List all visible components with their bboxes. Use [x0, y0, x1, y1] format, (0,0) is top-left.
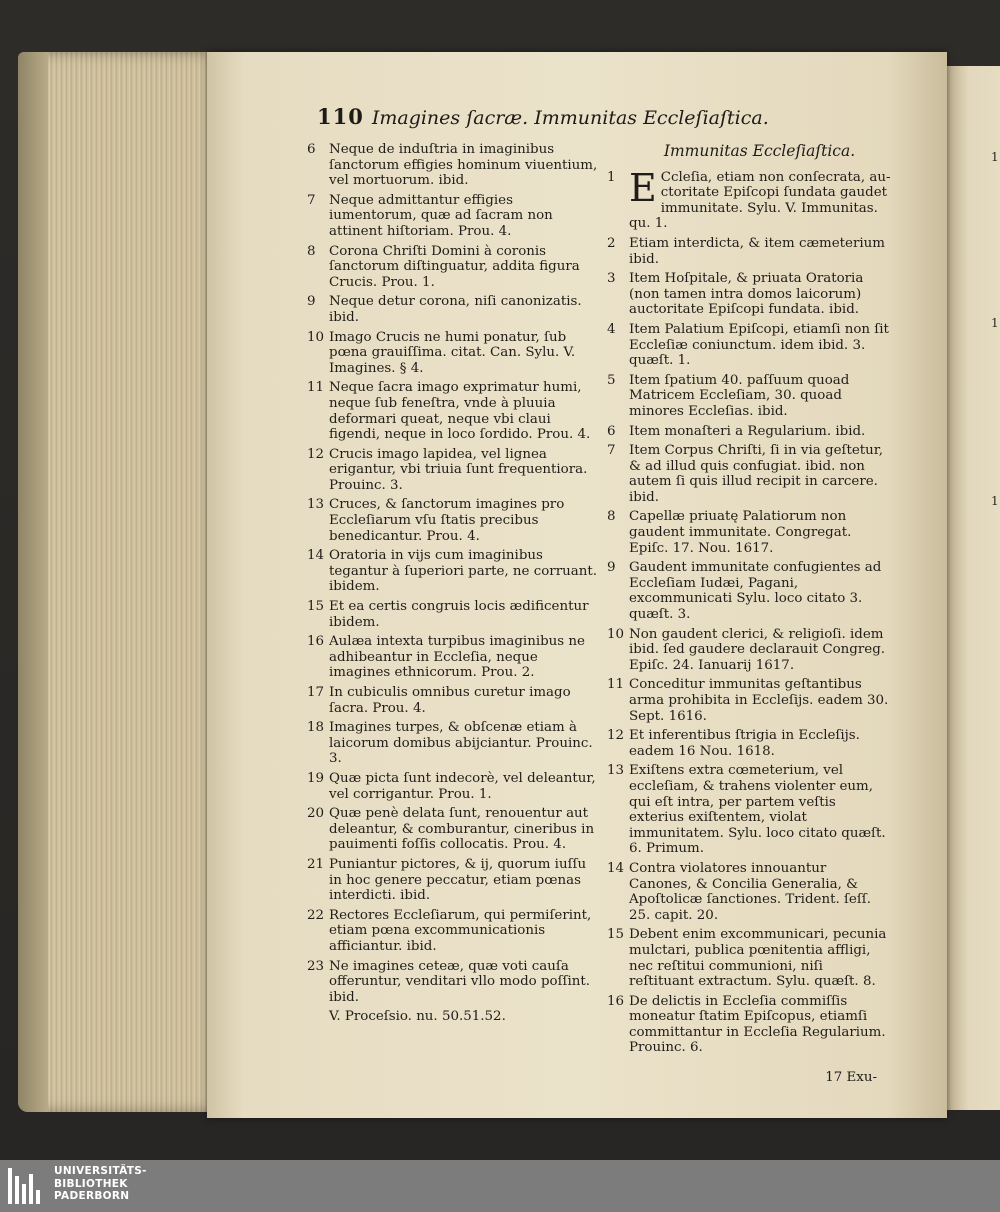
list-item — [607, 763, 892, 857]
list-item — [307, 380, 599, 442]
drop-cap: E — [629, 165, 657, 210]
entry-text: Imago Crucis ne humi ponatur, ſub pœna grauiſſima. citat. Can. Sylu. V. Imagines. § 4. — [329, 329, 576, 376]
entry-number: 9 — [607, 560, 616, 576]
entry-text: Item monaſteri a Regularium. ibid. — [629, 423, 866, 439]
entry-text: Quæ picta ſunt indecorè, vel deleantur, vel corrigantur. Prou. 1. — [329, 770, 596, 802]
list-item — [307, 294, 599, 325]
entry-text: Item ſpatium 40. paſſuum quoad Matricem Eccleſiam, 30. quoad minores Eccleſias. ibid. — [629, 372, 850, 419]
entry-number: 7 — [307, 192, 316, 208]
list-item — [307, 959, 599, 1006]
entry-text: Etiam interdicta, & item cæmeterium ibid. — [629, 235, 885, 267]
list-item — [307, 685, 599, 716]
list-item — [307, 634, 599, 681]
entry-number: 13 — [607, 763, 625, 779]
entry-number: 12 — [307, 446, 325, 462]
entry-number: 11 — [307, 380, 325, 396]
entry-text: Ne imagines ceteæ, quæ voti cauſa offeruntur, venditari vllo modo poſſint. ibid. — [329, 958, 591, 1005]
entry-number: 14 — [607, 860, 625, 876]
list-item — [307, 806, 599, 853]
entry-number: 7 — [607, 443, 616, 459]
entry-text: Et inferentibus ſtrigia in Eccleſijs. eadem 16 Nou. 1618. — [629, 728, 860, 759]
list-item — [307, 447, 599, 494]
entry-number: 4 — [607, 321, 616, 337]
list-item — [307, 720, 599, 767]
entry-number: 14 — [307, 548, 325, 564]
list-item — [307, 548, 599, 595]
library-name-line3: PADERBORN — [54, 1190, 130, 1202]
entry-text: Puniantur pictores, & ij, quorum iuſſu in hoc genere peccatur, etiam pœnas interdicti. ibid. — [329, 856, 587, 904]
list-item — [607, 373, 892, 420]
entry-number: 16 — [607, 993, 625, 1009]
entry-text: In cubiculis omnibus curetur imago ſacra. Prou. 4. — [329, 685, 571, 716]
entry-number: 18 — [307, 720, 325, 736]
entry-number: 1 — [607, 169, 616, 185]
list-item — [307, 1009, 599, 1025]
entry-text: Aulæa intexta turpibus imaginibus ne adhibeantur in Eccleſia, neque imagines ethnicorum. Prou. 2. — [329, 634, 585, 681]
entry-number: 12 — [607, 728, 625, 744]
entry-number: 5 — [607, 372, 616, 388]
entry-number: 10 — [607, 626, 625, 642]
entry-text: De delictis in Eccleſia commiſſis moneatur ſtatim Epiſcopus, etiamſi committantur in Eccleſia Regularium. Prouinc. 6. — [629, 993, 886, 1056]
entry-number: 21 — [307, 856, 325, 872]
list-item — [607, 509, 892, 556]
page-number: 110 — [317, 104, 364, 129]
entry-text: Neque detur corona, niſi canonizatis. ibid. — [329, 294, 582, 325]
entry-number: 23 — [307, 958, 325, 974]
library-name-line1: UNIVERSITÄTS- — [54, 1165, 147, 1177]
entry-text: Contra violatores innouantur Canones, & Concilia Generalia, & Apoſtolicæ ſanctiones. Trident. ſeſſ. 25. capit. 20. — [629, 860, 872, 923]
entry-number: 6 — [607, 423, 616, 439]
list-item — [607, 861, 892, 923]
left-column — [307, 142, 599, 1029]
entry-number: 15 — [307, 599, 325, 615]
entry-text: Item Corpus Chriſti, ſi in via geſtetur, & ad illud quis confugiat. ibid. non autem ſi quis illud recipit in carcere. ibid. — [629, 443, 883, 505]
entry-number: 6 — [307, 142, 316, 157]
entry-text: Neque ſacra imago exprimatur humi, neque ſub feneſtra, vnde à pluuia deformari queat, neque vbi claui figendi, neque in loco ſordido. Prou. 4. — [329, 380, 591, 443]
entry-number: 2 — [607, 235, 616, 251]
entry-text: Crucis imago lapidea, vel lignea erigantur, vbi triuia ſunt frequentiora. Prouinc. 3. — [329, 446, 588, 493]
list-item — [607, 627, 892, 674]
entry-number: 22 — [307, 907, 325, 923]
entry-text: Rectores Eccleſiarum, qui permiſerint, etiam pœna excommunicationis afficiantur. ibid. — [329, 907, 592, 954]
book-spine-edge — [18, 52, 48, 1112]
entry-text: Conceditur immunitas geſtantibus arma prohibita in Eccleſijs. eadem 30. Sept. 1616. — [629, 677, 889, 724]
list-item — [607, 560, 892, 622]
list-item — [307, 857, 599, 904]
library-name — [54, 1165, 147, 1203]
entry-text: Debent enim excommunicari, pecunia mulctari, publica pœnitentia affligi, nec reſtitui communioni, niſi reſtituant extractum. Sylu. quæſt. 8. — [629, 927, 887, 990]
adjacent-page-edge: 1 1 1 — [947, 66, 1000, 1110]
entry-text: Oratoria in vijs cum imaginibus tegantur à ſuperiori parte, ne corruant. ibidem. — [329, 548, 597, 595]
list-item — [607, 424, 892, 440]
entry-text: Neque de induſtria in imaginibus ſanctorum effigies hominum viuentium, vel mortuorum. ibid. — [329, 142, 598, 189]
entry-text: Ccleſia, etiam non conſecrata, au- ctoritate Epiſcopi ſundata gaudet immunitate. Sylu. V. Immunitas. qu. 1. — [629, 169, 891, 232]
list-item — [607, 322, 892, 369]
entry-number: 9 — [307, 294, 316, 310]
list-item — [607, 271, 892, 318]
entry-text: Item Hoſpitale, & priuata Oratoria (non tamen intra domos laicorum) auctoritate Epiſcopi fundata. ibid. — [629, 271, 864, 318]
entry-text: Neque admittantur effigies iumentorum, quæ ad ſacram non attinent hiſtoriam. Prou. 4. — [329, 192, 553, 239]
list-item — [607, 994, 892, 1056]
entry-number: 16 — [307, 634, 325, 650]
entry-number: 3 — [607, 271, 616, 287]
library-logo-icon — [8, 1168, 46, 1204]
entry-text: Gaudent immunitate confugientes ad Eccleſiam Iudæi, Pagani, excommunicati Sylu. loco citato 3. quæſt. 3. — [629, 560, 882, 623]
list-item — [307, 771, 599, 802]
list-item — [307, 244, 599, 291]
list-item — [607, 728, 892, 759]
entry-number: 13 — [307, 497, 325, 513]
first-entry — [607, 165, 892, 232]
entry-number: 8 — [607, 509, 616, 525]
entry-number: 10 — [307, 329, 325, 345]
library-name-line2: BIBLIOTHEK — [54, 1177, 128, 1190]
entry-number: 11 — [607, 677, 625, 693]
list-item — [307, 193, 599, 240]
entry-text: Capellæ priuatę Palatiorum non gaudent immunitate. Congregat. Epiſc. 17. Nou. 1617. — [629, 509, 852, 556]
library-banner — [0, 1160, 1000, 1212]
entry-text: Imagines turpes, & obſcenæ etiam à laicorum domibus abijciantur. Prouinc. 3. — [329, 720, 593, 767]
list-item — [307, 142, 599, 189]
running-head — [317, 104, 897, 134]
list-item — [307, 908, 599, 955]
entry-text: Quæ penè delata ſunt, renouentur aut deleantur, & comburantur, cineribus in pauimenti foſſis collocatis. Prou. 4. — [329, 806, 595, 853]
section-title: Immunitas Eccleſiaſtica. — [663, 142, 856, 160]
list-item — [607, 677, 892, 724]
book-page — [207, 52, 947, 1118]
list-item — [607, 236, 892, 267]
list-item — [307, 330, 599, 377]
entry-text: Cruces, & ſanctorum imagines pro Eccleſiarum vſu ſtatis precibus benedicantur. Prou. 4. — [329, 497, 565, 544]
entry-number: 15 — [607, 927, 625, 943]
entry-text: Exiſtens extra cœmeterium, vel eccleſiam, & trahens violenter eum, qui eſt intra, per partem veſtis exterius exiſtentem, violat immunitatem. Sylu. loco citato quæſt. 6. Primum. — [629, 763, 886, 857]
entry-text: V. Proceſsio. nu. 50.51.52. — [329, 1009, 506, 1025]
entry-text: Item Palatium Epiſcopi, etiamſi non ſit Eccleſiæ coniunctum. idem ibid. 3. quæſt. 1. — [629, 321, 889, 369]
list-item — [307, 497, 599, 544]
catchword: 17 Exu- — [825, 1070, 877, 1085]
entry-text: Non gaudent clerici, & religioſi. idem ibid. ſed gaudere declarauit Congreg. Epiſc. 24. Ianuarij 1617. — [629, 626, 886, 673]
list-item — [607, 443, 892, 505]
entry-number: 8 — [307, 243, 316, 259]
right-column — [607, 142, 892, 1060]
entry-number: 20 — [307, 806, 325, 822]
entry-number: 19 — [307, 770, 325, 786]
list-item — [607, 927, 892, 989]
entry-number: 17 — [307, 685, 325, 700]
entry-text: Corona Chriſti Domini à coronis ſanctorum diſtinguatur, addita figura Crucis. Prou. 1. — [329, 243, 580, 290]
entry-text: Et ea certis congruis locis ædificentur ibidem. — [329, 599, 589, 630]
list-item — [307, 599, 599, 630]
running-head-title: Imagines ſacræ. Immunitas Eccleſiaſtica. — [371, 107, 769, 129]
